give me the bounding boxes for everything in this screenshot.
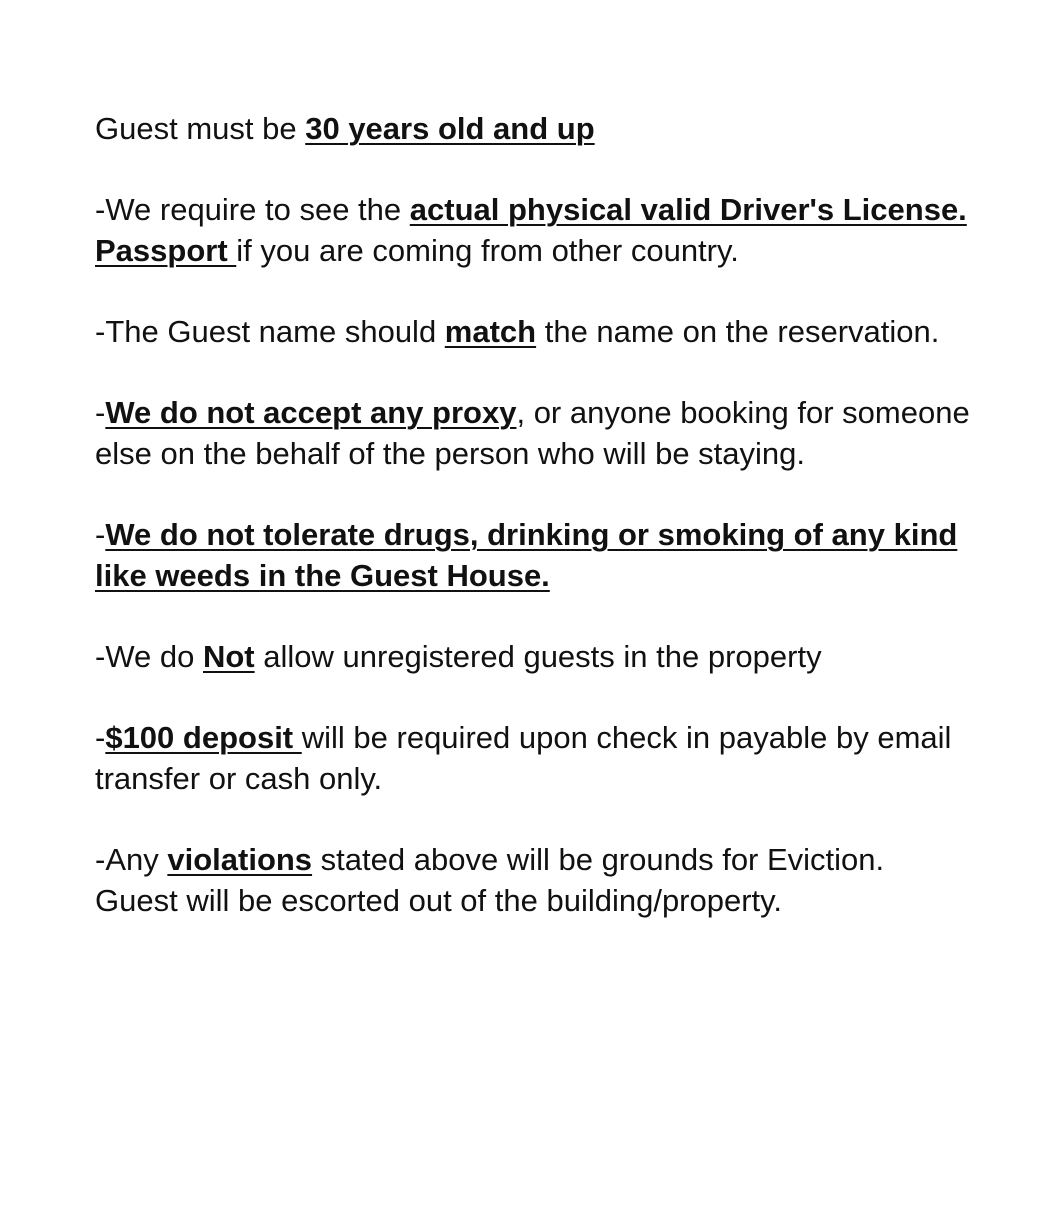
rule-emphasis: We do not accept any proxy [105, 395, 517, 430]
rule-no-drugs [95, 514, 975, 596]
rule-emphasis: actual physical valid Driver's License. Passport [95, 192, 967, 268]
rule-text: if you are coming from other country. [236, 233, 739, 268]
rule-age-requirement [95, 108, 975, 149]
rule-emphasis: Not [202, 639, 255, 674]
house-rules-document [95, 108, 975, 961]
rule-text: - [95, 720, 106, 755]
rule-no-proxy [95, 392, 975, 474]
rule-text: - [95, 395, 106, 430]
rule-text: Guest must be [95, 111, 306, 146]
rule-text: - [95, 517, 106, 552]
rule-text: -We do [95, 639, 203, 674]
rule-text: -We require to see the [95, 192, 410, 227]
rule-text: -Any [95, 842, 168, 877]
rule-text: will be required upon check in payable by email transfer or cash only. [95, 720, 952, 796]
rule-text: -The Guest name should [95, 314, 445, 349]
rule-violations [95, 839, 975, 921]
rule-text: stated above will be grounds for Eviction. Guest will be escorted out of the building/property. [95, 842, 885, 918]
rule-id-requirement [95, 189, 975, 271]
rule-text: the name on the reservation. [536, 314, 940, 349]
rule-text: , or anyone booking for someone else on the behalf of the person who will be staying. [95, 395, 970, 471]
rule-deposit [95, 717, 975, 799]
rule-emphasis: $100 deposit [105, 720, 302, 755]
rule-name-match [95, 311, 975, 352]
rule-emphasis: match [444, 314, 537, 349]
rule-text: allow unregistered guests in the property [254, 639, 822, 674]
rule-no-unregistered-guests [95, 636, 975, 677]
rule-emphasis: violations [167, 842, 313, 877]
rule-emphasis: We do not tolerate drugs, drinking or smoking of any kind like weeds in the Guest House. [95, 517, 958, 593]
rule-emphasis: 30 years old and up [305, 111, 595, 146]
